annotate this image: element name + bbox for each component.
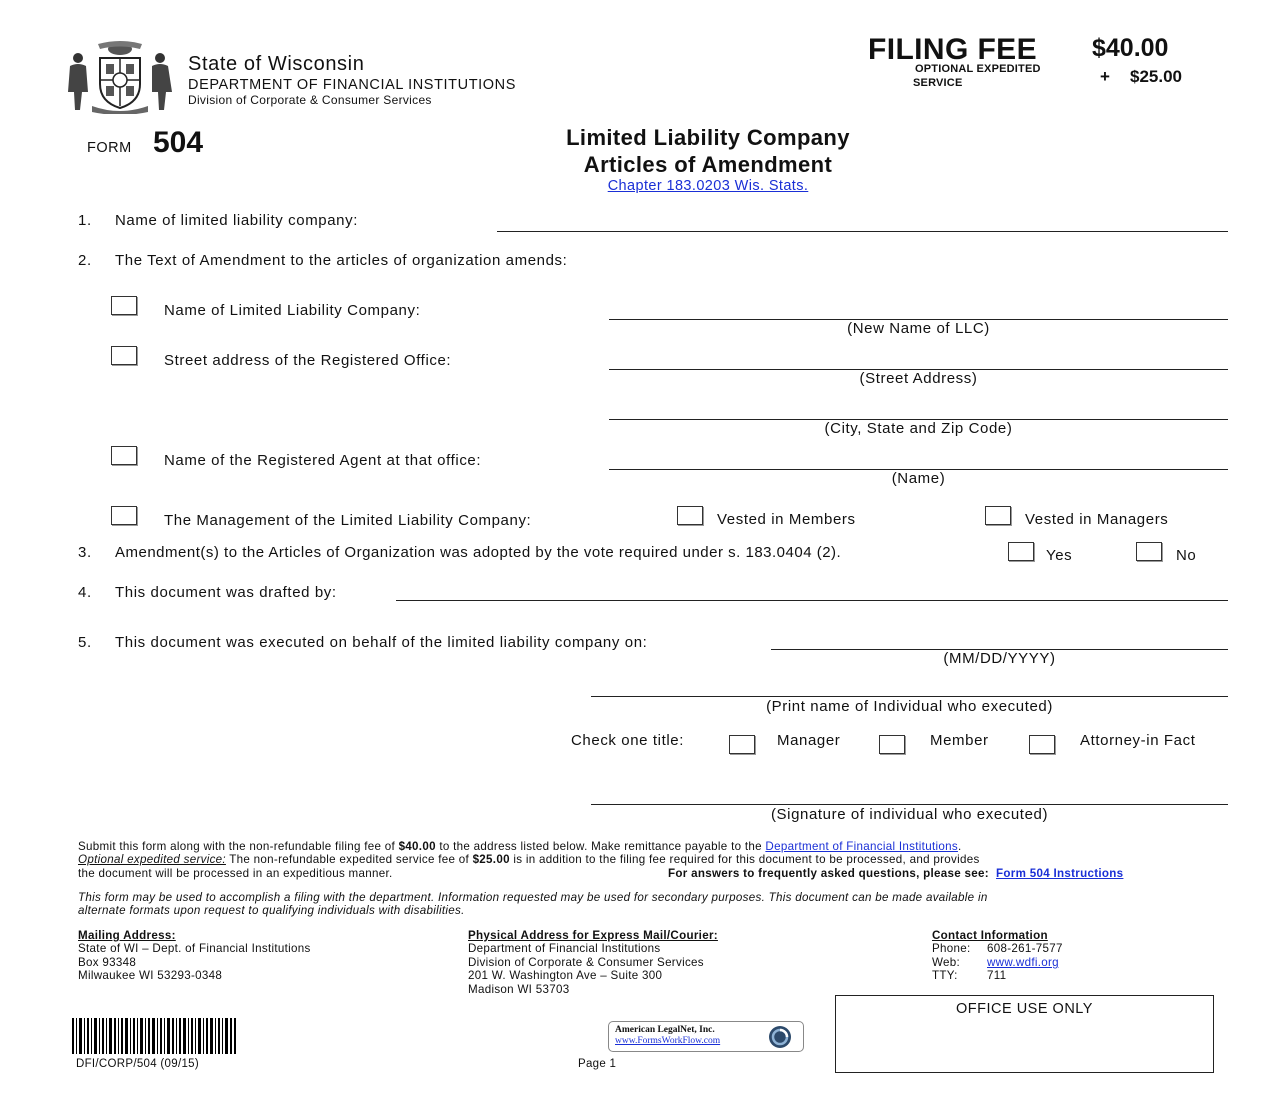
- contact-title: Contact Information: [932, 929, 1048, 942]
- mailing-title: Mailing Address:: [78, 929, 176, 942]
- physical-line-1: Department of Financial Institutions: [468, 942, 661, 955]
- faq-note: For answers to frequently asked questions, please see: Form 504 Instructions: [668, 867, 1124, 880]
- filing-fee-label: FILING FEE: [868, 33, 1037, 66]
- registered-agent-label: Name of the Registered Agent at that office:: [164, 452, 482, 469]
- dfi-link[interactable]: Department of Financial Institutions: [765, 840, 958, 853]
- llc-name-field[interactable]: [497, 231, 1228, 232]
- submit-instructions: Submit this form along with the non-refundable filing fee of $40.00 to the address listed below. Make remittance payable to the Department of Financial Institutions.: [78, 840, 962, 853]
- management-checkbox[interactable]: [111, 506, 137, 525]
- tty-value: 711: [987, 969, 1007, 982]
- city-state-zip-caption: (City, State and Zip Code): [824, 420, 1013, 437]
- title-manager-checkbox[interactable]: [729, 735, 755, 754]
- name-llc-label: Name of Limited Liability Company:: [164, 302, 421, 319]
- mailing-line-2: Box 93348: [78, 956, 137, 969]
- division-name: Division of Corporate & Consumer Services: [188, 93, 432, 107]
- expedited-label-2: SERVICE: [913, 77, 963, 89]
- state-seal-icon: [62, 40, 178, 114]
- state-name: State of Wisconsin: [188, 53, 365, 75]
- item-5-label: This document was executed on behalf of the limited liability company on:: [115, 634, 648, 651]
- print-name-field[interactable]: [591, 696, 1228, 697]
- phone-label: Phone:: [932, 942, 971, 955]
- physical-title: Physical Address for Express Mail/Courier:: [468, 929, 718, 942]
- privacy-note-1: This form may be used to accomplish a filing with the department. Information requested may be used for secondary purposes. This document can be made available in: [78, 891, 988, 904]
- name-llc-checkbox[interactable]: [111, 296, 137, 315]
- vote-no-label: No: [1176, 547, 1197, 564]
- form-label: FORM: [87, 140, 132, 156]
- check-title-label: Check one title:: [571, 732, 684, 749]
- physical-line-4: Madison WI 53703: [468, 983, 570, 996]
- vested-members-checkbox[interactable]: [677, 506, 703, 525]
- item-1-label: Name of limited liability company:: [115, 212, 358, 229]
- tty-label: TTY:: [932, 969, 958, 982]
- print-name-caption: (Print name of Individual who executed): [766, 698, 1053, 715]
- title-member-checkbox[interactable]: [879, 735, 905, 754]
- item-2-label: The Text of Amendment to the articles of organization amends:: [115, 252, 568, 269]
- street-address-caption: (Street Address): [859, 370, 978, 387]
- title-attorney-label: Attorney-in Fact: [1080, 732, 1196, 749]
- title-member-label: Member: [930, 732, 989, 749]
- legalnet-logo-icon: [767, 1024, 793, 1050]
- item-3-number: 3.: [78, 544, 92, 561]
- physical-line-2: Division of Corporate & Consumer Services: [468, 956, 704, 969]
- privacy-note-2: alternate formats upon request to qualifying individuals with disabilities.: [78, 904, 465, 917]
- web-label: Web:: [932, 956, 961, 969]
- vested-managers-checkbox[interactable]: [985, 506, 1011, 525]
- expedited-plus: +: [1100, 67, 1110, 86]
- vested-managers-label: Vested in Managers: [1025, 511, 1169, 528]
- management-label: The Management of the Limited Liability Company:: [164, 512, 532, 529]
- registered-agent-caption: (Name): [891, 470, 946, 487]
- form-504-instructions-link[interactable]: Form 504 Instructions: [996, 867, 1124, 880]
- item-5-number: 5.: [78, 634, 92, 651]
- street-address-label: Street address of the Registered Office:: [164, 352, 452, 369]
- office-use-label: OFFICE USE ONLY: [956, 1001, 1093, 1017]
- form-title-line-1: Limited Liability Company: [566, 125, 850, 150]
- title-manager-label: Manager: [777, 732, 841, 749]
- expedited-amount: $25.00: [1130, 67, 1182, 86]
- execution-date-caption: (MM/DD/YYYY): [943, 650, 1056, 667]
- expedited-instructions-2: the document will be processed in an expeditious manner.: [78, 867, 393, 880]
- physical-line-3: 201 W. Washington Ave – Suite 300: [468, 969, 663, 982]
- mailing-line-3: Milwaukee WI 53293-0348: [78, 969, 223, 982]
- statute-link[interactable]: Chapter 183.0203 Wis. Stats.: [607, 178, 809, 194]
- street-address-checkbox[interactable]: [111, 346, 137, 365]
- office-use-box: [835, 995, 1214, 1073]
- vote-no-checkbox[interactable]: [1136, 542, 1162, 561]
- expedited-label-1: OPTIONAL EXPEDITED: [915, 63, 1041, 75]
- item-1-number: 1.: [78, 212, 92, 229]
- expedited-instructions: Optional expedited service: The non-refundable expedited service fee of $25.00 is in addition to the filing fee required for this document to be processed, and provides: [78, 853, 980, 866]
- page-number: Page 1: [578, 1058, 617, 1070]
- department-name: DEPARTMENT OF FINANCIAL INSTITUTIONS: [188, 77, 517, 93]
- title-attorney-checkbox[interactable]: [1029, 735, 1055, 754]
- filing-fee-amount: $40.00: [1092, 34, 1169, 62]
- drafted-by-field[interactable]: [396, 600, 1228, 601]
- vendor-name: American LegalNet, Inc.: [615, 1025, 715, 1035]
- vested-members-label: Vested in Members: [717, 511, 856, 528]
- item-4-number: 4.: [78, 584, 92, 601]
- vendor-badge[interactable]: [608, 1021, 804, 1052]
- signature-caption: (Signature of individual who executed): [770, 806, 1049, 823]
- mailing-line-1: State of WI – Dept. of Financial Institutions: [78, 942, 311, 955]
- item-3-label: Amendment(s) to the Articles of Organization was adopted by the vote required under s. 183.0404 (2).: [115, 544, 842, 561]
- vendor-url[interactable]: www.FormsWorkFlow.com: [615, 1036, 721, 1046]
- item-2-number: 2.: [78, 252, 92, 269]
- phone-value: 608-261-7577: [987, 942, 1063, 955]
- registered-agent-checkbox[interactable]: [111, 446, 137, 465]
- item-4-label: This document was drafted by:: [115, 584, 337, 601]
- form-code: DFI/CORP/504 (09/15): [76, 1058, 199, 1070]
- signature-field[interactable]: [591, 804, 1228, 805]
- barcode-icon: [72, 1018, 236, 1054]
- vote-yes-checkbox[interactable]: [1008, 542, 1034, 561]
- form-number: 504: [153, 126, 204, 159]
- form-title-line-2: Articles of Amendment: [583, 152, 833, 177]
- web-link[interactable]: www.wdfi.org: [987, 956, 1059, 969]
- vote-yes-label: Yes: [1046, 547, 1073, 564]
- new-llc-name-caption: (New Name of LLC): [847, 320, 990, 337]
